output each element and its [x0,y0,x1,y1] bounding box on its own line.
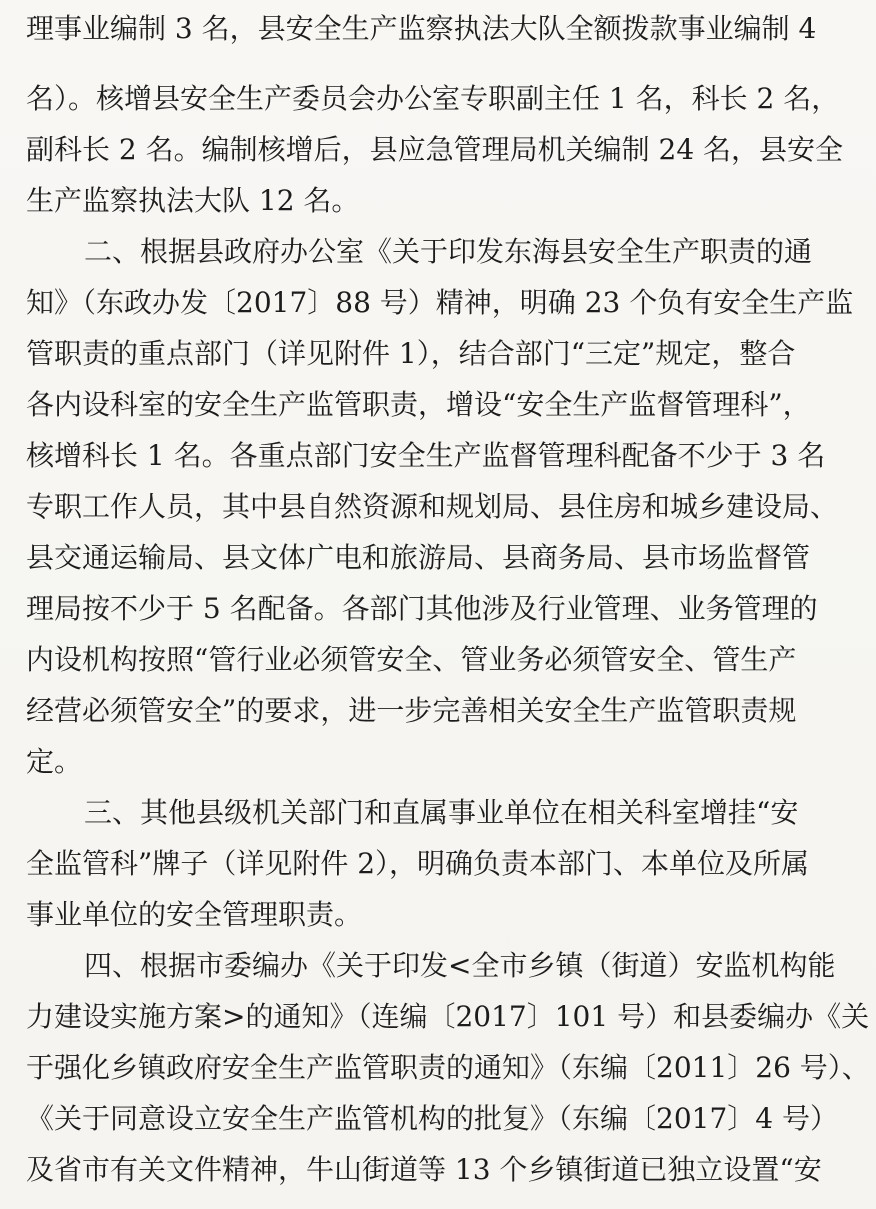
paragraph-4-first-line: 四、根据市委编办《关于印发<全市乡镇（街道）安监机构能 [84,949,836,982]
text-line: 名）。核增县安全生产委员会办公室专职副主任 1 名，科长 2 名， [26,82,840,115]
text-line: 定。 [26,745,83,778]
text-line: 于强化乡镇政府安全生产监管职责的通知》（东编〔2011〕26 号）、 [26,1051,870,1084]
text-line: 及省市有关文件精神，牛山街道等 13 个乡镇街道已独立设置“安 [26,1153,822,1186]
text-line: 县交通运输局、县文体广电和旅游局、县商务局、县市场监督管 [26,541,811,574]
text-line: 知》（东政办发〔2017〕88 号）精神，明确 23 个负有安全生产监 [26,286,854,319]
text-line: 各内设科室的安全生产监管职责，增设“安全生产监督管理科”， [26,388,811,421]
text-line: 理事业编制 3 名，县安全生产监察执法大队全额拨款事业编制 4 [26,12,817,45]
text-line: 副科长 2 名。编制核增后，县应急管理局机关编制 24 名，县安全 [26,133,844,166]
text-line: 力建设实施方案>的通知》（连编〔2017〕101 号）和县委编办《关 [26,1000,870,1033]
text-line: 内设机构按照“管行业必须管安全、管业务必须管安全、管生产 [26,643,797,676]
text-line: 生产监察执法大队 12 名。 [26,184,360,217]
text-line: 理局按不少于 5 名配备。各部门其他涉及行业管理、业务管理的 [26,592,818,625]
paragraph-2-first-line: 二、根据县政府办公室《关于印发东海县安全生产职责的通 [84,235,813,268]
text-line: 管职责的重点部门（详见附件 1），结合部门“三定”规定，整合 [26,337,796,370]
text-line: 全监管科”牌子（详见附件 2），明确负责本部门、本单位及所属 [26,847,810,880]
text-line: 核增科长 1 名。各重点部门安全生产监督管理科配备不少于 3 名 [26,439,826,472]
paragraph-3-first-line: 三、其他县级机关部门和直属事业单位在相关科室增挂“安 [84,796,799,829]
text-line: 事业单位的安全管理职责。 [26,898,363,931]
text-line: 专职工作人员，其中县自然资源和规划局、县住房和城乡建设局、 [26,490,839,523]
text-line: 经营必须管安全”的要求，进一步完善相关安全生产监管职责规 [26,694,797,727]
text-line: 《关于同意设立安全生产监管机构的批复》（东编〔2017〕4 号） [26,1102,838,1135]
